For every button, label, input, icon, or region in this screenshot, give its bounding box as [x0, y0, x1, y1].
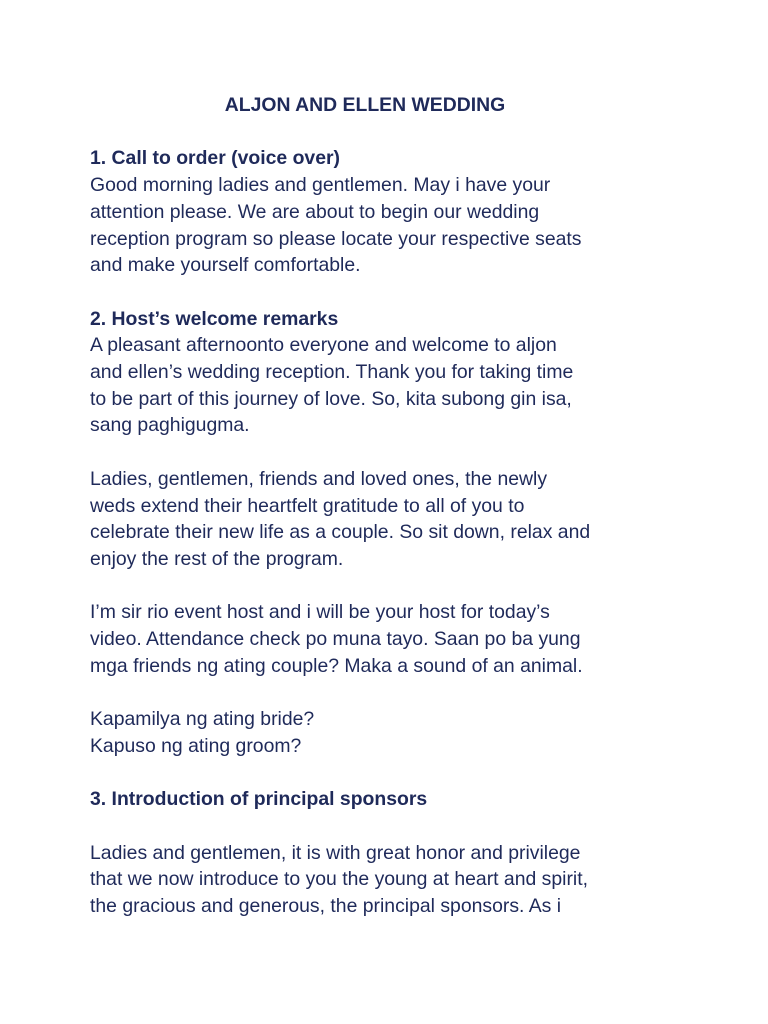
section-heading: 1. Call to order (voice over) [90, 147, 340, 170]
text-line: sang paghigugma. [90, 414, 250, 437]
section-heading: 2. Host’s welcome remarks [90, 307, 339, 330]
paragraph [90, 332, 710, 439]
section-principal-sponsors [90, 786, 710, 920]
spacer [90, 813, 710, 840]
text-line: A pleasant afternoonto everyone and welcome to aljon [90, 334, 557, 357]
text-line: Kapuso ng ating groom? [90, 734, 302, 757]
text-line: enjoy the rest of the program. [90, 547, 344, 570]
section-welcome-remarks [90, 306, 710, 760]
text-line: Kapamilya ng ating bride? [90, 708, 315, 731]
spacer [90, 573, 710, 600]
text-line: video. Attendance check po muna tayo. Saan po ba yung [90, 628, 581, 650]
text-line: I’m sir rio event host and i will be your host for today’s [90, 601, 550, 624]
text-line: Ladies and gentlemen, it is with great honor and privilege [90, 841, 581, 864]
spacer [90, 279, 710, 306]
text-line: celebrate their new life as a couple. So sit down, relax and [90, 521, 591, 544]
spacer [90, 679, 710, 706]
text-line: Good morning ladies and gentlemen. May i have your [90, 174, 551, 197]
paragraph [90, 840, 710, 920]
section-call-to-order [90, 145, 710, 279]
text-line: the gracious and generous, the principal sponsors. As i [90, 894, 562, 917]
spacer [90, 439, 710, 466]
text-line: Ladies, gentlemen, friends and loved ones, the newly [90, 467, 548, 490]
document-title: ALJON AND ELLEN WEDDING [224, 94, 506, 116]
spacer [90, 760, 710, 787]
section-heading: 3. Introduction of principal sponsors [90, 788, 428, 811]
text-line: and ellen’s wedding reception. Thank you for taking time [90, 361, 574, 383]
paragraph [90, 172, 710, 279]
text-line: mga friends ng ating couple? Maka a sound of an animal. [90, 654, 583, 677]
paragraph [90, 466, 710, 573]
text-line: weds extend their heartfelt gratitude to all of you to [90, 494, 525, 517]
paragraph [90, 599, 710, 679]
text-line: reception program so please locate your respective seats [90, 227, 582, 250]
document-body [90, 92, 710, 920]
text-line: attention please. We are about to begin our wedding [90, 200, 540, 223]
paragraph [90, 706, 710, 759]
text-line: that we now introduce to you the young at heart and spirit, [90, 868, 589, 891]
text-line: and make yourself comfortable. [90, 254, 361, 277]
text-line: to be part of this journey of love. So, kita subong gin isa, [90, 387, 572, 410]
